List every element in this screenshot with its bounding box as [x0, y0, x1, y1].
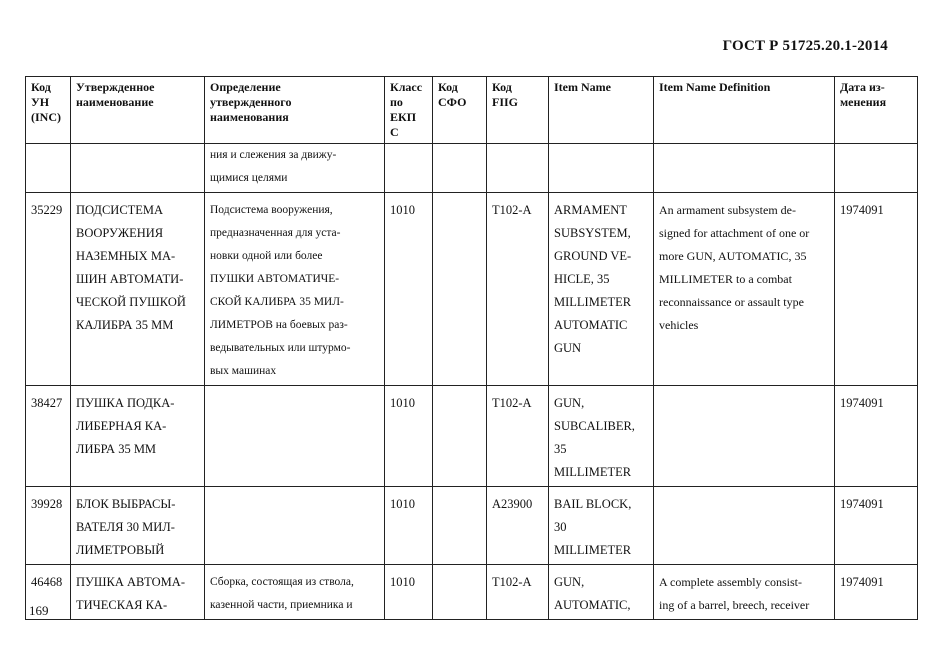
col-header-date: Дата из- менения	[835, 77, 918, 144]
col-header-item-name: Item Name	[549, 77, 654, 144]
table-row	[26, 144, 918, 193]
table-row	[26, 487, 918, 565]
cell-sfo	[433, 144, 487, 193]
col-header-item-definition: Item Name Definition	[654, 77, 835, 144]
cell-name: ПУШКА ПОДКА- ЛИБЕРНАЯ КА- ЛИБРА 35 ММ	[71, 386, 205, 487]
cell-item-definition: A complete assembly consist- ing of a barrel, breech, receiver	[654, 565, 835, 620]
cell-sfo	[433, 386, 487, 487]
cell-date	[835, 144, 918, 193]
col-header-name: Утвержденное наименование	[71, 77, 205, 144]
cell-code: 46468	[26, 565, 71, 620]
cell-date: 1974091	[835, 193, 918, 386]
cell-item-name: ARMAMENT SUBSYSTEM, GROUND VE- HICLE, 35 MILLIMETER AUTOMATIC GUN	[549, 193, 654, 386]
table-row	[26, 193, 918, 386]
cell-item-name: GUN, AUTOMATIC,	[549, 565, 654, 620]
cell-fiig	[487, 144, 549, 193]
cell-date: 1974091	[835, 487, 918, 565]
page-number: 169	[29, 603, 49, 618]
cell-fiig: T102-A	[487, 386, 549, 487]
cell-sfo	[433, 565, 487, 620]
cell-class: 1010	[385, 386, 433, 487]
cell-date: 1974091	[835, 386, 918, 487]
cell-item-definition	[654, 386, 835, 487]
cell-name: ПУШКА АВТОМА- ТИЧЕСКАЯ КА-	[71, 565, 205, 620]
cell-class: 1010	[385, 487, 433, 565]
cell-item-name: BAIL BLOCK, 30 MILLIMETER	[549, 487, 654, 565]
cell-name	[71, 144, 205, 193]
cell-sfo	[433, 487, 487, 565]
document-title: ГОСТ Р 51725.20.1-2014	[722, 38, 888, 54]
cell-definition	[205, 487, 385, 565]
table-row	[26, 565, 918, 620]
cell-definition: Подсистема вооружения, предназначенная для уста- новки одной или более ПУШКИ АВТОМАТИЧЕ- СКОЙ КАЛИБРА 35 МИЛ- ЛИМЕТРОВ на боевых раз- ведывательных или штурмо- вых машинах	[205, 193, 385, 386]
cell-definition: ния и слежения за движу- щимися целями	[205, 144, 385, 193]
col-header-definition: Определение утвержденного наименования	[205, 77, 385, 144]
cell-class: 1010	[385, 193, 433, 386]
cell-date: 1974091	[835, 565, 918, 620]
cell-name: БЛОК ВЫБРАСЫ- ВАТЕЛЯ 30 МИЛ- ЛИМЕТРОВЫЙ	[71, 487, 205, 565]
cell-code: 38427	[26, 386, 71, 487]
cell-item-definition	[654, 144, 835, 193]
cell-code	[26, 144, 71, 193]
table-header-row	[26, 77, 918, 144]
cell-name: ПОДСИСТЕМА ВООРУЖЕНИЯ НАЗЕМНЫХ МА- ШИН АВТОМАТИ- ЧЕСКОЙ ПУШКОЙ КАЛИБРА 35 ММ	[71, 193, 205, 386]
cell-item-definition	[654, 487, 835, 565]
cell-fiig: T102-A	[487, 193, 549, 386]
cell-fiig: A23900	[487, 487, 549, 565]
col-header-sfo: Код СФО	[433, 77, 487, 144]
col-header-fiig: Код FIIG	[487, 77, 549, 144]
col-header-code: Код УН (INC)	[26, 77, 71, 144]
cell-definition	[205, 386, 385, 487]
cell-code: 39928	[26, 487, 71, 565]
cell-definition: Сборка, состоящая из ствола, казенной части, приемника и	[205, 565, 385, 620]
cell-fiig: T102-A	[487, 565, 549, 620]
cell-sfo	[433, 193, 487, 386]
data-table	[25, 76, 918, 620]
cell-class	[385, 144, 433, 193]
cell-class: 1010	[385, 565, 433, 620]
table-row	[26, 386, 918, 487]
cell-code: 35229	[26, 193, 71, 386]
cell-item-name	[549, 144, 654, 193]
cell-item-definition: An armament subsystem de- signed for attachment of one or more GUN, AUTOMATIC, 35 MILLIMETER to a combat reconnaissance or assault type vehicles	[654, 193, 835, 386]
cell-item-name: GUN, SUBCALIBER, 35 MILLIMETER	[549, 386, 654, 487]
col-header-class: Класс по ЕКП С	[385, 77, 433, 144]
